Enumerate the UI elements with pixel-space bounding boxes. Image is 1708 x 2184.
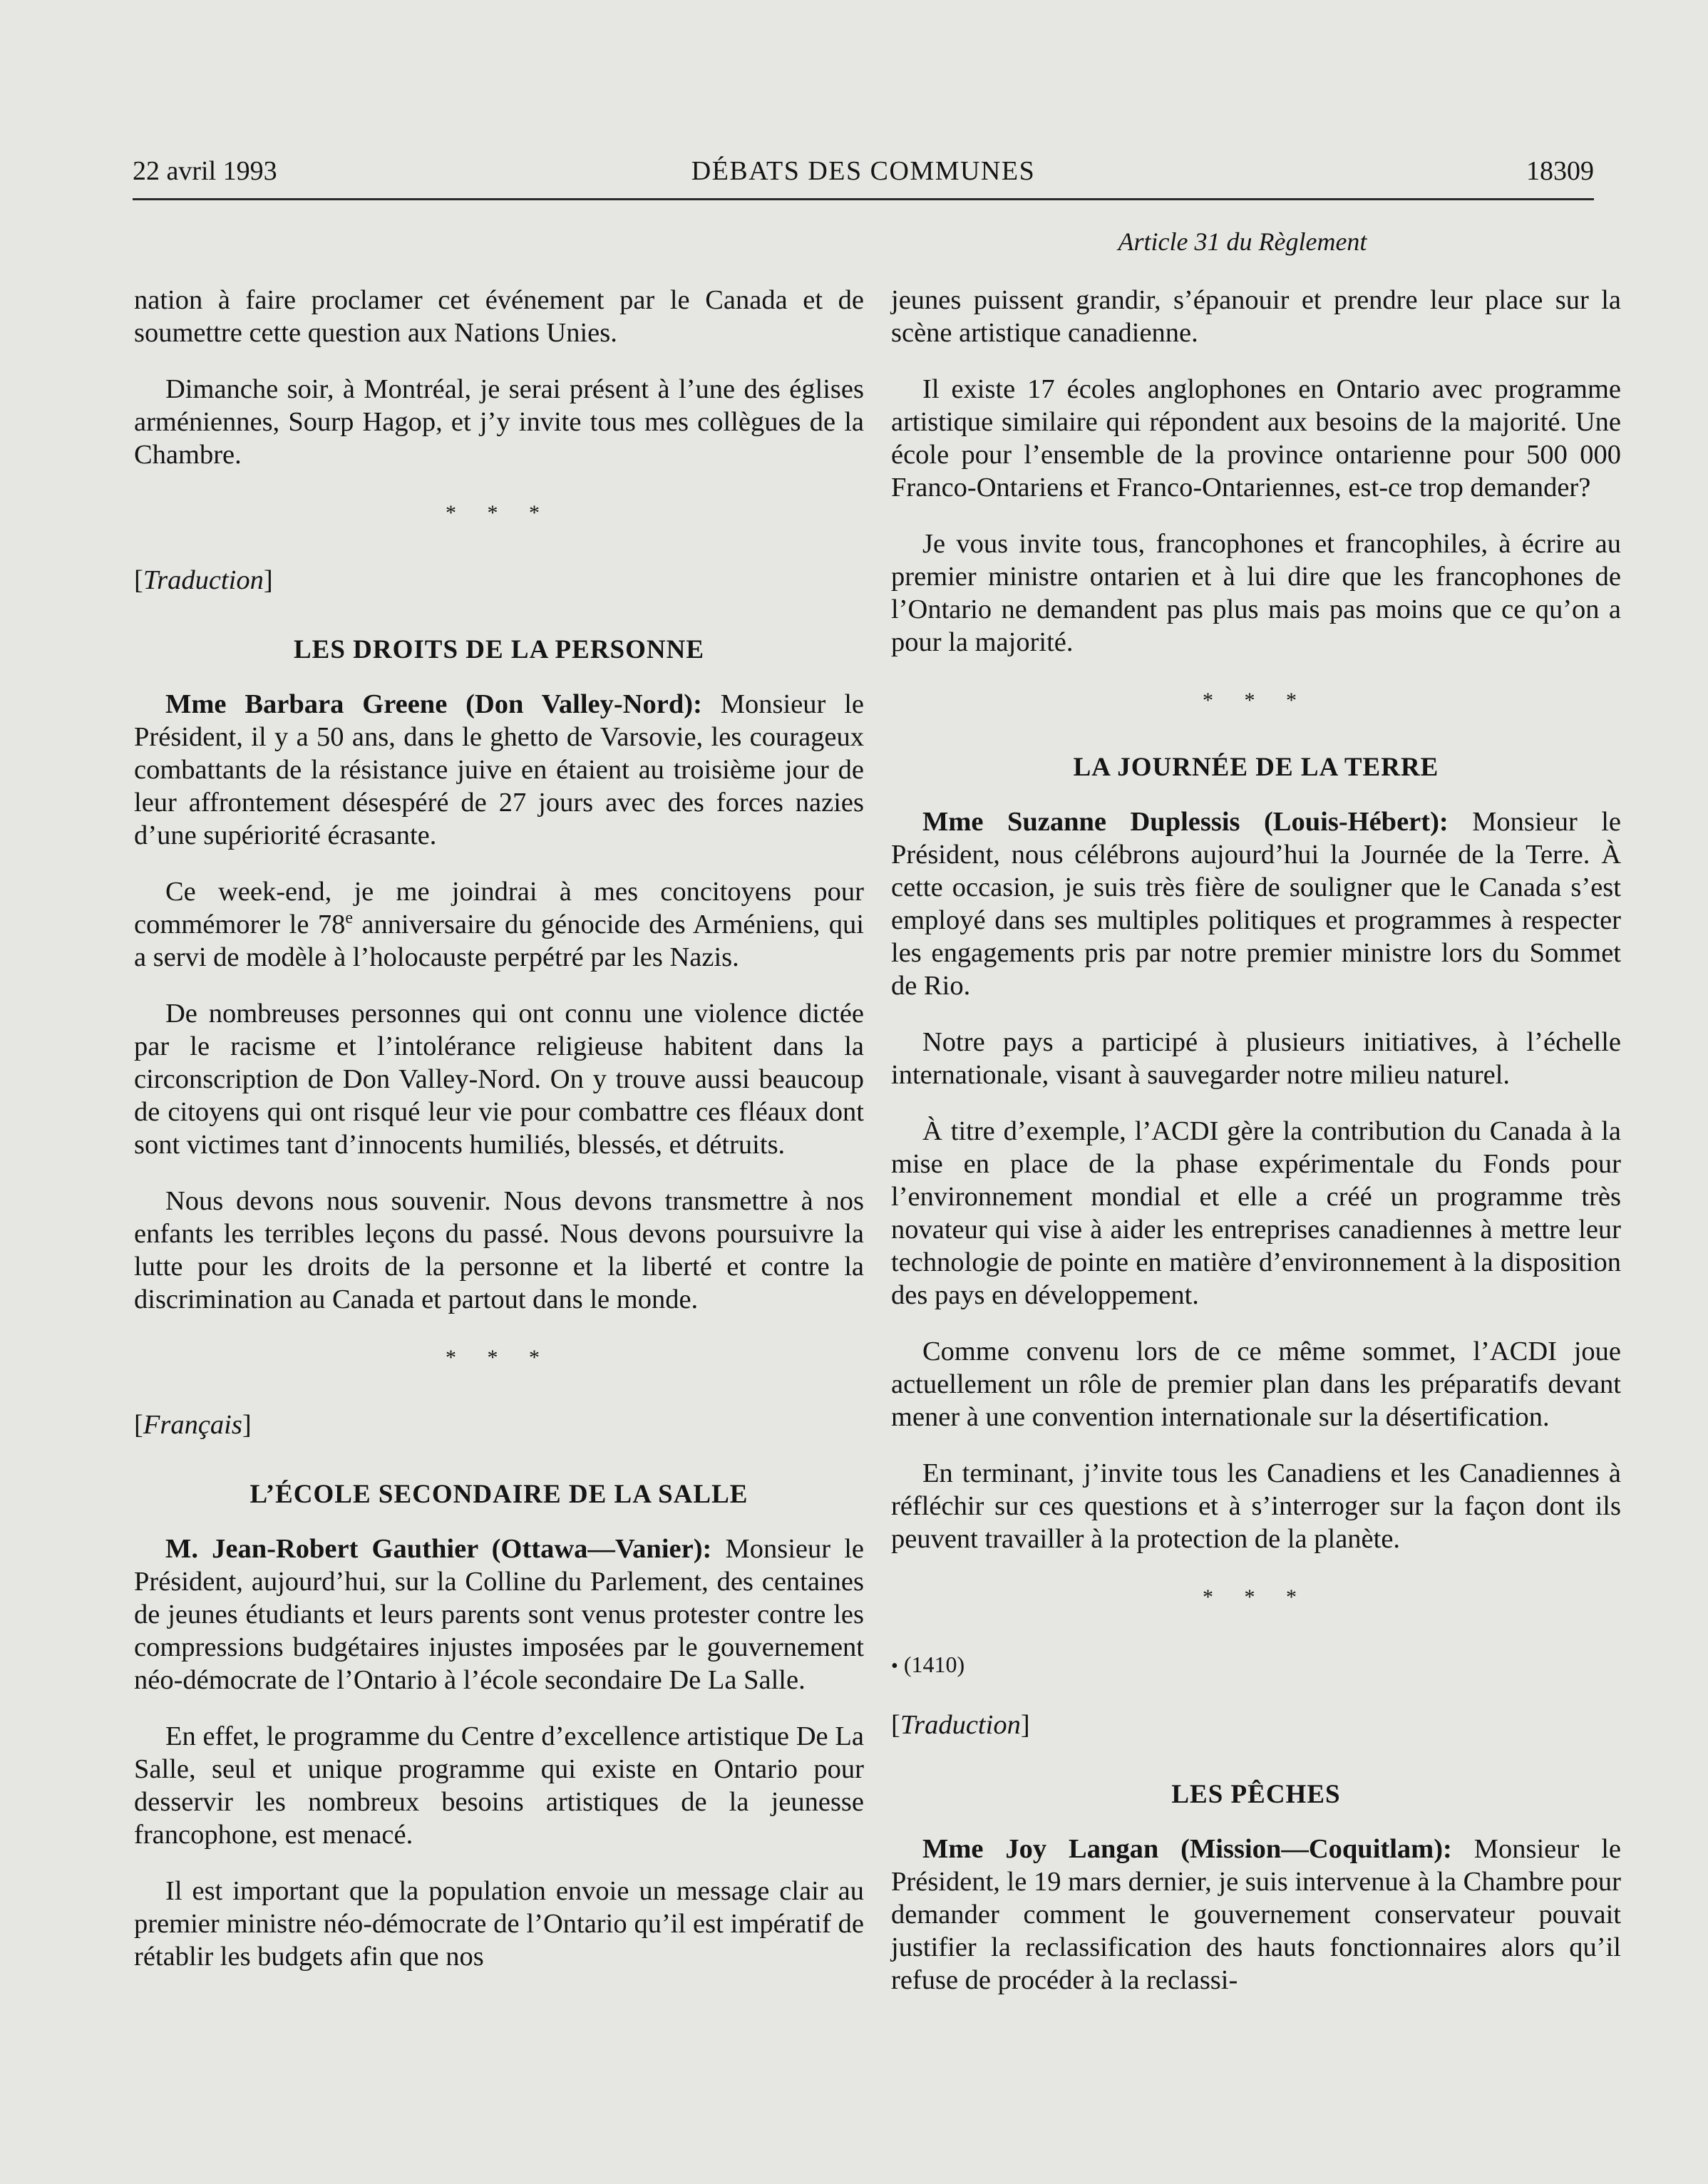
paragraph: Notre pays a participé à plusieurs initiatives, à l’échelle internationale, visant à sauvegarder notre milieu naturel. bbox=[891, 1027, 1621, 1090]
section-separator: * * * bbox=[1203, 689, 1310, 712]
paragraph-text: Monsieur le Président, il y a 50 ans, dans le ghetto de Varsovie, les courageux combattants de la résistance juive en étaient au troisième jour de leur affrontement désespéré de 27 jours avec des forces nazies d’une supériorité écrasante. bbox=[134, 689, 864, 850]
paragraph: À titre d’exemple, l’ACDI gère la contribution du Canada à la mise en place de la phase expérimentale du Fonds pour l’environnement mondial et elle a créé un programme très novateur qui vise à aider les entreprises canadiennes à mettre leur technologie de pointe en matière d’environnement à la disposition des pays en développement. bbox=[891, 1116, 1621, 1310]
paragraph: En effet, le programme du Centre d’excellence artistique De La Salle, seul et unique programme qui existe en Ontario pour desservir les nombreux besoins artistiques de la jeunesse francophone, est menacé. bbox=[134, 1721, 864, 1850]
paragraph: Dimanche soir, à Montréal, je serai présent à l’une des églises arméniennes, Sourp Hagop, et j’y invite tous mes collègues de la Chambre. bbox=[134, 374, 864, 470]
translation-tag: [Traduction] bbox=[134, 565, 273, 595]
speaker-name: Mme Barbara Greene (Don Valley-Nord): bbox=[165, 689, 702, 719]
paragraph: Nous devons nous souvenir. Nous devons transmettre à nos enfants les terribles leçons du passé. Nous devons poursuivre la lutte pour les droits de la personne et la liberté et contre la discrimination au Canada et partout dans le monde. bbox=[134, 1186, 864, 1314]
paragraph bbox=[891, 1833, 1621, 1997]
paragraph-text: Monsieur le Président, nous célébrons aujourd’hui la Journée de la Terre. À cette occasion, je suis très fière de souligner que le Canada s’est employé dans ses multiples politiques et programmes à respecter les engagements pris par notre premier ministre lors du Sommet de Rio. bbox=[891, 807, 1621, 1001]
right-column bbox=[891, 284, 1621, 2020]
paragraph: Je vous invite tous, francophones et francophiles, à écrire au premier ministre ontarien et à lui dire que les francophones de l’Ontario ne demandent pas plus mais pas moins que ce qu’on a pour la majorité. bbox=[891, 529, 1621, 657]
translation-tag: [Traduction] bbox=[891, 1710, 1030, 1740]
header-title: DÉBATS DES COMMUNES bbox=[691, 156, 1036, 186]
header-date: 22 avril 1993 bbox=[133, 156, 277, 186]
paragraph bbox=[891, 805, 1621, 1002]
tag-label: Traduction bbox=[900, 1710, 1021, 1740]
section-heading: L’ÉCOLE SECONDAIRE DE LA SALLE bbox=[249, 1480, 748, 1509]
paragraph: jeunes puissent grandir, s’épanouir et prendre leur place sur la scène artistique canadienne. bbox=[891, 285, 1621, 348]
tag-label: Français bbox=[143, 1410, 242, 1440]
page-header bbox=[133, 155, 1594, 200]
speaker-name: Mme Joy Langan (Mission—Coquitlam): bbox=[922, 1834, 1452, 1864]
paragraph: En terminant, j’invite tous les Canadiens et les Canadiennes à réfléchir sur ces questions et à s’interroger sur la façon dont ils peuvent travailler à la protection de la planète. bbox=[891, 1458, 1621, 1554]
speaker-name: M. Jean-Robert Gauthier (Ottawa—Vanier): bbox=[165, 1534, 712, 1564]
paragraph: Comme convenu lors de ce même sommet, l’ACDI joue actuellement un rôle de premier plan dans les préparatifs devant mener à une convention internationale sur la désertification. bbox=[891, 1336, 1621, 1432]
paragraph-text: Monsieur le Président, aujourd’hui, sur la Colline du Parlement, des centaines de jeunes étudiants et leurs parents sont venus protester contre les compressions budgétaires injustes imposées par le gouvernement néo-démocrate de l’Ontario à l’école secondaire De La Salle. bbox=[134, 1534, 864, 1695]
section-subheader: Article 31 du Règlement bbox=[1118, 227, 1367, 256]
superscript: e bbox=[345, 909, 354, 928]
paragraph bbox=[134, 688, 864, 852]
left-column bbox=[134, 284, 864, 1997]
section-heading: LES DROITS DE LA PERSONNE bbox=[293, 635, 705, 664]
section-separator: * * * bbox=[446, 501, 552, 525]
bullet-icon: • bbox=[891, 1655, 898, 1677]
speaker-name: Mme Suzanne Duplessis (Louis-Hébert): bbox=[922, 807, 1449, 837]
language-tag: [Français] bbox=[134, 1410, 252, 1440]
paragraph: Il est important que la population envoie un message clair au premier ministre néo-démocrate de l’Ontario qu’il est impératif de rétablir les budgets afin que nos bbox=[134, 1876, 864, 1972]
paragraph: Il existe 17 écoles anglophones en Ontario avec programme artistique similaire qui répondent aux besoins de la majorité. Une école pour l’ensemble de la province ontarienne pour 500 000 Franco-Ontariens et Franco-Ontariennes, est-ce trop demander? bbox=[891, 374, 1621, 503]
page-number: 18309 bbox=[1526, 156, 1594, 186]
section-heading: LES PÊCHES bbox=[1171, 1780, 1341, 1809]
paragraph: De nombreuses personnes qui ont connu une violence dictée par le racisme et l’intolérance religieuse habitent dans la circonscription de Don Valley-Nord. On y trouve aussi beaucoup de citoyens qui ont risqué leur vie pour combattre ces fléaux dont sont victimes tant d’innocents humiliés, blessés, et détruits. bbox=[134, 999, 864, 1160]
paragraph-text: Monsieur le Président, le 19 mars dernier, je suis intervenue à la Chambre pour demander comment le gouvernement conservateur pouvait justifier la reclassification des hauts fonctionnaires alors qu’il refuse de procéder à la reclassi- bbox=[891, 1834, 1622, 1995]
time-stamp: (1410) bbox=[903, 1652, 965, 1677]
tag-label: Traduction bbox=[143, 565, 264, 595]
time-marker bbox=[891, 1648, 1621, 1683]
paragraph: nation à faire proclamer cet événement par le Canada et de soumettre cette question aux Nations Unies. bbox=[134, 285, 864, 348]
paragraph-text: Ce week-end, je me joindrai à mes concitoyens pour commémorer le 78 bbox=[134, 877, 864, 939]
paragraph-text: anniversaire du génocide des Arméniens, qui a servi de modèle à l’holocauste perpétré par les Nazis. bbox=[134, 910, 865, 972]
paragraph bbox=[134, 1533, 864, 1696]
section-separator: * * * bbox=[446, 1346, 552, 1369]
paragraph bbox=[134, 875, 864, 974]
section-heading: LA JOURNÉE DE LA TERRE bbox=[1073, 753, 1439, 782]
section-separator: * * * bbox=[1203, 1585, 1310, 1609]
